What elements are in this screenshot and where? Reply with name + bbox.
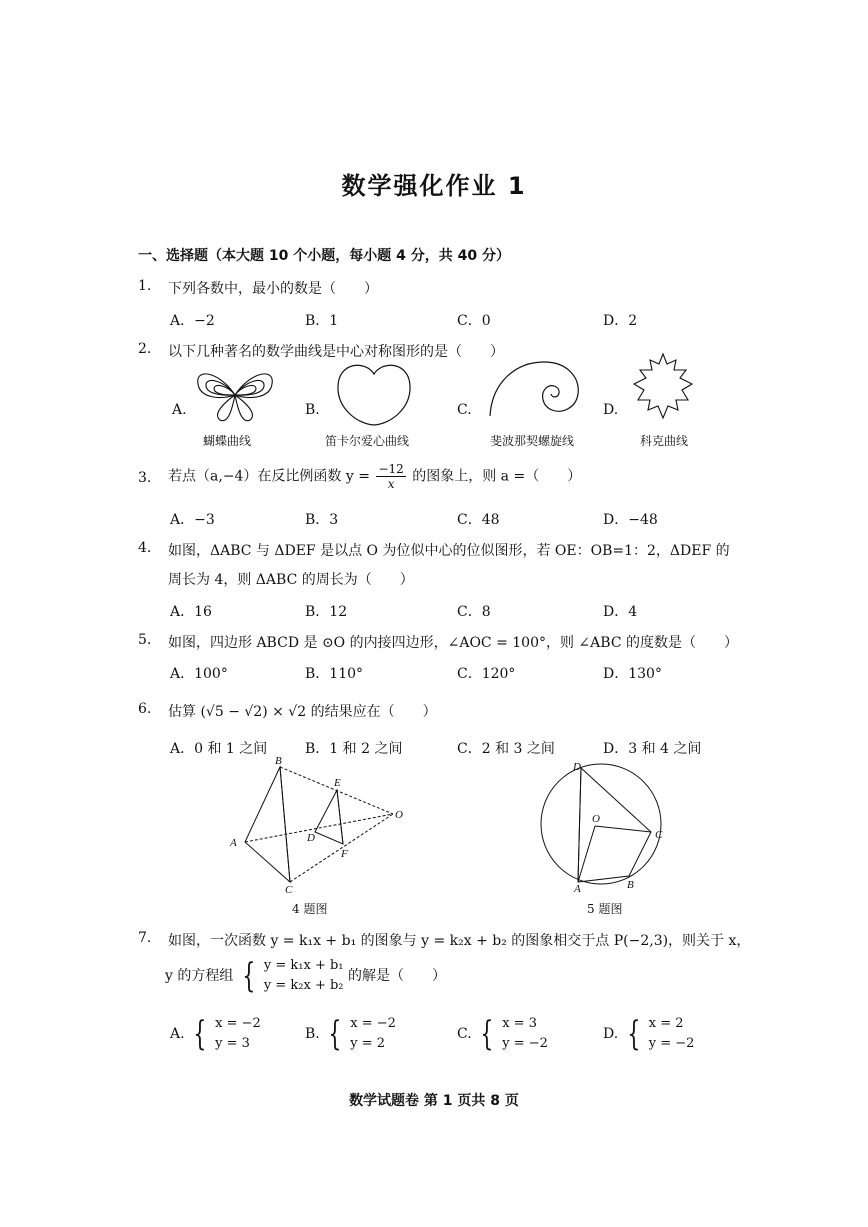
q3-option-b: B．3 (305, 512, 339, 528)
q3-option-c: C．48 (457, 512, 500, 528)
q5-option-d: D．130° (603, 666, 662, 682)
q1-option-d: D．2 (603, 313, 638, 329)
fig4-label-c: C (285, 884, 293, 894)
q7-option-c-label: C. (457, 1026, 472, 1042)
q5-option-b: B．110° (305, 666, 364, 682)
q3-text-before: 若点（a,−4）在反比例函数 y = (168, 468, 370, 485)
figure-5-caption: 5 题图 (587, 902, 623, 916)
q1-text: 下列各数中，最小的数是（ ） (168, 281, 378, 297)
fig5-label-b: B (627, 879, 634, 891)
q2-label-d: D. (603, 402, 619, 418)
q2-text: 以下几种著名的数学曲线是中心对称图形的是（ ） (168, 344, 504, 360)
q5-option-c: C．120° (457, 666, 516, 682)
q3-option-d: D．−48 (603, 512, 658, 528)
q6-option-c: C．2 和 3 之间 (457, 741, 555, 757)
q2-number: 2. (138, 341, 152, 357)
q5-text: 如图，四边形 ABCD 是 ⊙O 的内接四边形，∠AOC = 100°，则 ∠ABC 的度数是（ ） (168, 635, 738, 651)
q7-line2-after: 的解是（ ） (347, 968, 446, 984)
q4-option-b: B．12 (305, 604, 348, 620)
q7-equation-system (264, 956, 344, 996)
butterfly-curve-figure (190, 362, 280, 428)
q2-caption-d: 科克曲线 (640, 434, 689, 448)
fibonacci-spiral-figure (486, 360, 582, 420)
q7-option-d-x: x = 2 (648, 1016, 684, 1031)
q4-number: 4. (138, 540, 152, 556)
q7-option-c-y: y = −2 (502, 1036, 548, 1051)
koch-snowflake-figure (628, 352, 698, 424)
page-title: 数学强化作业 1 (341, 172, 527, 200)
q7-option-b (305, 1014, 396, 1054)
q3-fraction (376, 462, 405, 491)
q4-option-a: A．16 (170, 604, 212, 620)
fig5-label-d: D (573, 761, 581, 773)
q4-text-line1: 如图，ΔABC 与 ΔDEF 是以点 O 为位似中心的位似图形，若 OE：OB=1：2，ΔDEF 的 (168, 543, 730, 559)
page-footer: 数学试题卷 第 1 页共 8 页 (349, 1093, 519, 1109)
fig4-label-d: D (307, 832, 315, 844)
q3-fraction-numerator: −12 (378, 462, 404, 476)
q7-option-b-brace: { (328, 1014, 342, 1054)
fig5-label-c: C (655, 829, 663, 841)
q7-option-c-x: x = 3 (502, 1016, 537, 1031)
q7-number: 7. (138, 930, 152, 946)
q7-equation-2: y = k₂x + b₂ (263, 978, 344, 993)
q3-text-after: 的图象上，则 a =（ ） (412, 468, 582, 485)
q1-number: 1. (138, 278, 152, 294)
q7-option-c (457, 1014, 548, 1054)
q7-option-b-label: B. (305, 1026, 320, 1042)
q7-option-d-label: D. (603, 1026, 619, 1042)
fig4-label-e: E (334, 777, 341, 789)
q1-option-c: C．0 (457, 313, 491, 329)
fig4-label-b: B (275, 755, 282, 767)
q6-text: 估算 (√5 − √2) × √2 的结果应在（ ） (168, 704, 437, 720)
q7-option-c-system (502, 1014, 548, 1054)
q7-equation-1: y = k₁x + b₁ (263, 958, 344, 973)
q7-option-a (170, 1014, 261, 1054)
q5-option-a: A．100° (170, 666, 228, 682)
q7-option-d-brace: { (626, 1014, 640, 1054)
q2-label-c: C. (457, 402, 472, 418)
q4-option-c: C．8 (457, 604, 491, 620)
q7-option-d (603, 1014, 694, 1054)
q6-option-b: B．1 和 2 之间 (305, 741, 403, 757)
q7-option-c-brace: { (480, 1014, 494, 1054)
q7-text-line2 (165, 956, 446, 996)
fig4-label-o: O (395, 809, 403, 821)
q7-option-b-x: x = −2 (350, 1016, 396, 1031)
figure-5-inscribed-quadrilateral (535, 758, 670, 893)
figure-4-similar-triangles (225, 752, 410, 894)
q7-option-a-system (215, 1014, 261, 1054)
q3-option-a: A．−3 (170, 512, 215, 528)
q7-option-a-x: x = −2 (215, 1016, 261, 1031)
q7-option-d-y: y = −2 (648, 1036, 695, 1051)
q7-option-a-label: A. (170, 1026, 185, 1042)
q7-option-b-system (350, 1014, 396, 1054)
q2-caption-c: 斐波那契螺旋线 (490, 434, 575, 448)
fig5-label-o: O (592, 813, 600, 825)
q6-option-a: A．0 和 1 之间 (170, 741, 268, 757)
q2-label-a: A. (172, 402, 187, 418)
fig4-label-f: F (341, 848, 348, 860)
q2-label-b: B. (305, 402, 320, 418)
cardioid-heart-figure (335, 360, 413, 428)
q5-number: 5. (138, 632, 152, 648)
q6-option-d: D．3 和 4 之间 (603, 741, 702, 757)
q7-option-a-y: y = 3 (215, 1036, 250, 1051)
q2-caption-a: 蝴蝶曲线 (203, 434, 252, 448)
q2-caption-b: 笛卡尔爱心曲线 (325, 434, 410, 448)
q7-option-d-system (649, 1014, 695, 1054)
q7-brace: { (242, 956, 256, 996)
section-heading: 一、选择题（本大题 10 个小题，每小题 4 分，共 40 分） (138, 248, 510, 264)
q4-option-d: D．4 (603, 604, 638, 620)
q6-number: 6. (138, 701, 152, 717)
fig5-label-a: A (574, 883, 581, 893)
q7-line2-before: y 的方程组 (165, 968, 234, 984)
q3-text (168, 462, 581, 491)
fig4-label-a: A (230, 837, 237, 849)
q7-option-b-y: y = 2 (350, 1036, 386, 1051)
q7-text-line1: 如图，一次函数 y = k₁x + b₁ 的图象与 y = k₂x + b₂ 的图象相交于点 P(−2,3)，则关于 x， (168, 933, 751, 949)
q7-option-a-brace: { (193, 1014, 207, 1054)
q4-text-line2: 周长为 4，则 ΔABC 的周长为（ ） (168, 572, 414, 588)
q1-option-a: A．−2 (170, 313, 215, 329)
figure-4-caption: 4 题图 (292, 902, 328, 916)
q3-fraction-denominator: x (387, 477, 395, 491)
q1-option-b: B．1 (305, 313, 339, 329)
q3-number: 3. (138, 470, 152, 486)
